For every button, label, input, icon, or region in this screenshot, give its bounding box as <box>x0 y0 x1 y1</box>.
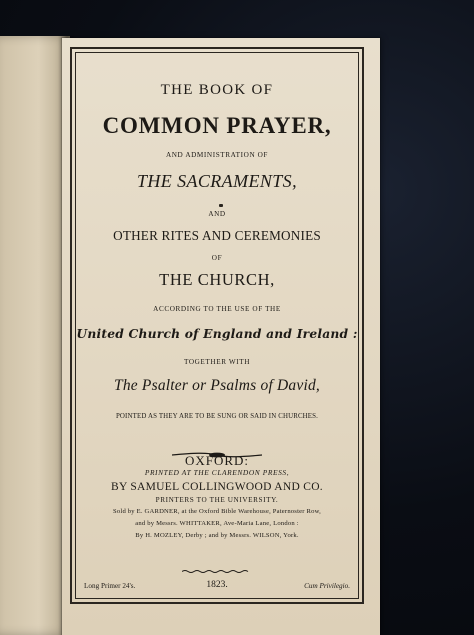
and-line: AND <box>208 210 226 218</box>
double-border-frame <box>70 47 364 604</box>
together-with: TOGETHER WITH <box>183 358 251 366</box>
place-oxford: OXFORD: <box>184 453 250 468</box>
sold-by-line-3: By H. MOZLEY, Derby ; and by Messrs. WILSON, York. <box>135 532 299 539</box>
title-page <box>62 38 380 635</box>
printed-at-line: PRINTED AT THE CLARENDON PRESS, <box>144 468 290 477</box>
psalter-line: The Psalter or Psalms of David, <box>114 377 320 394</box>
footer-left-text: Long Primer 24's. <box>84 582 136 590</box>
pointed-line: POINTED AS THEY ARE TO BE SUNG OR SAID IN CHURCHES. <box>115 413 319 420</box>
small-ornament-dot <box>219 204 223 207</box>
subtitle-admin: AND ADMINISTRATION OF <box>165 151 269 159</box>
united-church-blackletter: United Church of England and Ireland : <box>76 326 358 341</box>
publication-year: 1823. <box>206 580 228 590</box>
footer-right-text: Cum Privilegio. <box>304 582 350 590</box>
rites-and-ceremonies: OTHER RITES AND CEREMONIES <box>113 228 321 243</box>
small-wavy-rule <box>182 569 252 574</box>
printers-to-line: PRINTERS TO THE UNIVERSITY. <box>155 496 279 504</box>
title-page-text <box>72 49 362 602</box>
according-line: ACCORDING TO THE USE OF THE <box>153 305 281 313</box>
sacraments-heading: THE SACRAMENTS, <box>136 171 297 191</box>
sold-by-line-1: Sold by E. GARDNER, at the Oxford Bible Warehouse, Paternoster Row, <box>113 508 321 515</box>
the-church: THE CHURCH, <box>159 270 275 289</box>
title-line-2: COMMON PRAYER, <box>102 113 332 138</box>
printer-line: BY SAMUEL COLLINGWOOD AND CO. <box>111 481 323 493</box>
of-line: OF <box>211 254 223 262</box>
title-line-1: THE BOOK OF <box>160 82 274 98</box>
sold-by-line-2: and by Messrs. WHITTAKER, Ave-Maria Lane, London : <box>135 520 299 527</box>
